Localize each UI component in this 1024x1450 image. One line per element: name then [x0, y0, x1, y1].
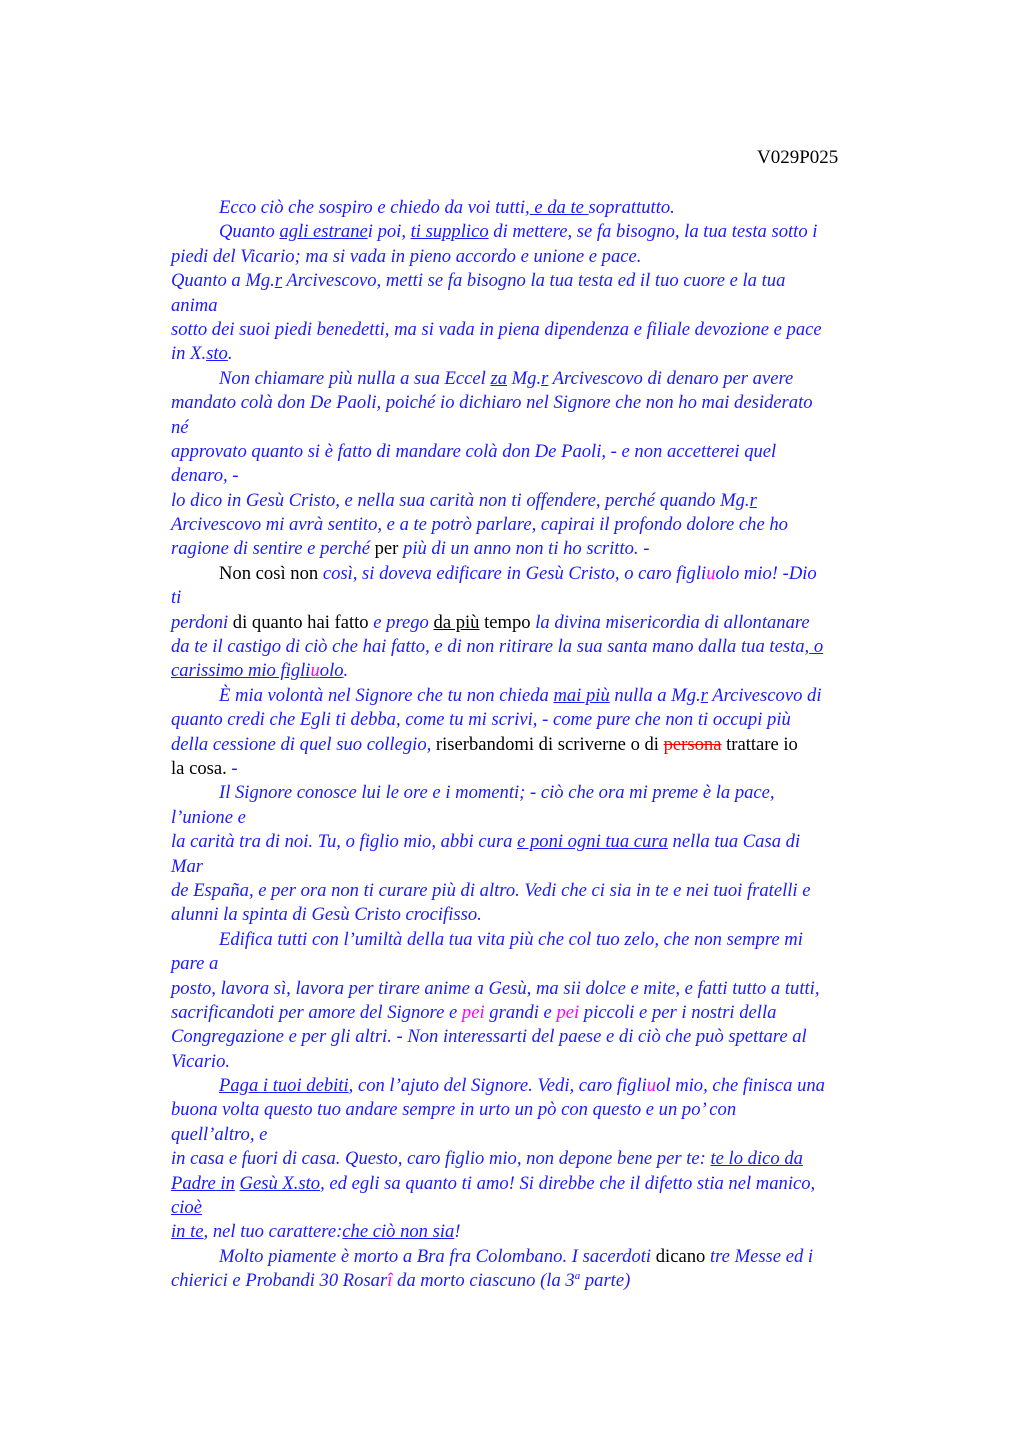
text-segment: tempo	[479, 611, 536, 633]
text-segment: !	[454, 1221, 461, 1243]
text-line	[171, 342, 906, 366]
letter-text	[171, 196, 906, 1294]
text-segment: Arcivescovo di	[707, 684, 822, 706]
text-segment: mai più	[553, 684, 610, 706]
text-line	[171, 855, 906, 879]
text-line	[171, 1220, 906, 1244]
text-line	[171, 1172, 906, 1196]
text-line	[171, 489, 906, 513]
text-segment: buona volta questo tuo andare sempre in urto un pò con questo e un po’ con	[171, 1099, 737, 1121]
text-segment: più di un anno non ti ho scritto. -	[398, 538, 650, 560]
text-segment: i poi,	[367, 221, 411, 243]
text-segment: l’unione e	[171, 806, 246, 828]
text-segment: sotto dei suoi piedi benedetti, ma si vada in piena dipendenza e filiale devozione e pace	[171, 318, 822, 340]
text-line	[171, 440, 906, 464]
text-segment: olo	[319, 660, 344, 682]
text-line	[171, 1001, 906, 1025]
text-segment: Mar	[171, 855, 204, 877]
text-line	[171, 416, 906, 440]
text-segment: Molto piamente è morto a Bra fra Colombano. I sacerdoti	[219, 1245, 656, 1267]
text-segment: ragione di sentire e perché	[171, 538, 375, 560]
text-segment: ti supplico	[410, 221, 489, 243]
text-line	[171, 318, 906, 342]
text-segment: la carità tra di noi. Tu, o figlio mio, abbi cura	[171, 831, 518, 853]
text-segment: lo dico in Gesù Cristo, e nella sua carità non ti offendere, perché quando Mg.	[171, 489, 750, 511]
text-line	[171, 659, 906, 683]
text-segment: Il Signore conosce lui le ore e i momenti; - ciò che ora mi preme è la pace,	[219, 782, 775, 804]
text-segment: nella tua Casa di	[667, 831, 801, 853]
text-line	[171, 879, 906, 903]
text-segment: la divina misericordia di allontanare	[535, 611, 810, 633]
text-segment: î	[387, 1270, 393, 1292]
text-segment: o	[809, 636, 824, 658]
text-segment: quell’altro, e	[171, 1123, 268, 1145]
text-segment: È mia volontà nel Signore che tu non chieda	[219, 684, 554, 706]
text-segment: approvato quanto si è fatto di mandare colà don De Paoli, - e non accetterei quel	[171, 440, 777, 462]
text-segment: alunni la spinta di Gesù Cristo crocifisso.	[171, 904, 482, 926]
text-segment: r	[541, 367, 549, 389]
text-line	[171, 757, 906, 781]
text-segment: Arcivescovo, metti se fa bisogno la tua testa ed il tuo cuore e la tua	[282, 270, 786, 292]
text-segment: pei	[556, 1001, 580, 1023]
text-segment: r	[749, 489, 757, 511]
text-segment: che ciò non sia	[342, 1221, 455, 1243]
text-segment: r	[700, 684, 708, 706]
text-segment: grandi e	[484, 1001, 557, 1023]
text-line	[171, 977, 906, 1001]
text-line	[171, 245, 906, 269]
text-segment: da te il castigo di ciò che hai fatto, e di non ritirare la sua santa mano dalla tua testa,	[171, 636, 810, 658]
text-segment: in casa e fuori di casa. Questo, caro figlio mio, non depone bene per te:	[171, 1148, 711, 1170]
text-segment: za	[490, 367, 508, 389]
text-segment: , ed egli sa quanto ti amo! Si direbbe che il difetto stia nel manico,	[320, 1172, 816, 1194]
text-segment: persona	[663, 733, 722, 755]
text-segment: r	[274, 270, 283, 292]
text-line	[171, 635, 906, 659]
text-segment: .	[343, 660, 349, 682]
text-segment: Arcivescovo di denaro per avere	[548, 367, 794, 389]
text-segment: olo mio! -Dio	[715, 562, 817, 584]
text-segment: Congregazione e per gli altri. - Non interessarti del paese e di ciò che può spettare al	[171, 1026, 807, 1048]
text-line	[171, 562, 906, 586]
text-line	[171, 830, 906, 854]
text-segment: né	[171, 416, 189, 438]
text-line	[171, 1074, 906, 1098]
text-segment: -	[231, 757, 238, 779]
text-segment: da più	[433, 611, 480, 633]
text-segment: della cessione di quel suo collegio,	[171, 733, 432, 755]
text-line	[171, 1245, 906, 1269]
text-line	[171, 684, 906, 708]
text-line	[171, 1098, 906, 1122]
text-line	[171, 1123, 906, 1147]
text-segment: nulla a Mg.	[609, 684, 701, 706]
text-line	[171, 928, 906, 952]
text-segment: Gesù X.sto	[239, 1172, 321, 1194]
text-line	[171, 196, 906, 220]
text-segment: carissimo mio figli	[171, 660, 311, 682]
text-segment: riserbandomi di scriverne o di	[431, 733, 664, 755]
text-segment: la cosa.	[171, 757, 232, 779]
text-segment: piedi del Vicario; ma si vada in pieno accordo e unione e pace.	[171, 245, 642, 267]
text-segment: ti	[171, 587, 182, 609]
text-segment: Quanto	[219, 221, 280, 243]
text-line	[171, 464, 906, 488]
text-segment: cioè	[171, 1197, 202, 1219]
text-line	[171, 294, 906, 318]
text-segment: Mg.	[507, 367, 542, 389]
text-line	[171, 367, 906, 391]
text-segment: in X.	[171, 343, 207, 365]
text-line	[171, 781, 906, 805]
text-line	[171, 1050, 906, 1074]
text-line	[171, 806, 906, 830]
text-line	[171, 733, 906, 757]
text-segment: Vicario.	[171, 1050, 231, 1072]
text-segment: parte)	[580, 1270, 631, 1292]
text-segment: agli estrane	[279, 221, 368, 243]
text-segment: a	[574, 1270, 581, 1282]
text-segment: Non chiamare più nulla a sua Eccel	[219, 367, 491, 389]
text-segment: sto	[206, 343, 228, 365]
text-line	[171, 586, 906, 610]
text-segment: così, si doveva edificare in Gesù Cristo, o caro figli	[322, 562, 707, 584]
text-segment: pare a	[171, 953, 219, 975]
text-segment: da morto ciascuno (la 3	[392, 1270, 575, 1292]
text-segment: chierici e Probandi 30 Rosar	[171, 1270, 388, 1292]
text-segment: u	[310, 660, 320, 682]
text-segment: e poni ogni tua cura	[517, 831, 668, 853]
text-line	[171, 1147, 906, 1171]
text-segment: , nel tuo carattere:	[203, 1221, 343, 1243]
text-line	[171, 1025, 906, 1049]
text-line	[171, 537, 906, 561]
text-segment: e da te	[529, 197, 589, 218]
text-segment: Quanto a Mg.	[171, 270, 275, 292]
text-line	[171, 708, 906, 732]
text-line	[171, 903, 906, 927]
text-segment: u	[646, 1075, 657, 1097]
text-segment: e prego	[373, 611, 434, 633]
text-line	[171, 220, 906, 244]
text-segment: perdoni	[171, 611, 229, 633]
text-line	[171, 1269, 906, 1293]
text-segment: u	[706, 562, 716, 584]
text-segment: di mettere, se fa bisogno, la tua testa sotto i	[488, 221, 818, 243]
text-segment: mandato colà don De Paoli, poiché io dichiaro nel Signore che non ho mai desiderato	[171, 392, 813, 414]
text-line	[171, 952, 906, 976]
text-segment: sacrificandoti per amore del Signore e	[171, 1001, 462, 1023]
text-segment: .	[227, 343, 233, 365]
text-line	[171, 1196, 906, 1220]
text-segment: denaro, -	[171, 465, 239, 487]
text-segment: Ecco ciò che sospiro e chiedo da voi tutti,	[219, 197, 530, 218]
text-line	[171, 513, 906, 537]
page-id: V029P025	[757, 147, 839, 168]
text-segment: per	[374, 538, 399, 560]
text-segment: Arcivescovo mi avrà sentito, e a te potrò parlare, capirai il profondo dolore che ho	[171, 514, 788, 536]
text-segment: trattare io	[721, 733, 798, 755]
text-line	[171, 611, 906, 635]
text-segment: in te	[171, 1221, 204, 1243]
text-segment: pei	[461, 1001, 485, 1023]
text-segment: te lo dico da	[710, 1148, 803, 1170]
text-segment: quanto credi che Egli ti debba, come tu mi scrivi, - come pure che non ti occupi più	[171, 709, 791, 731]
text-segment: anima	[171, 294, 218, 316]
text-line	[171, 391, 906, 415]
text-segment: Paga i tuoi debiti	[219, 1075, 349, 1097]
text-segment: soprattutto.	[588, 197, 675, 218]
text-segment: Non così non	[219, 562, 323, 584]
text-segment: tre Messe ed i	[705, 1245, 814, 1267]
text-segment: ol mio, che finisca una	[656, 1075, 825, 1097]
text-segment: di quanto hai fatto	[228, 611, 374, 633]
text-segment: posto, lavora sì, lavora per tirare anime a Gesù, ma sii dolce e mite, e fatti tutto a tutti,	[171, 977, 820, 999]
text-segment: dicano	[655, 1245, 706, 1267]
text-segment: de España, e per ora non ti curare più di altro. Vedi che ci sia in te e nei tuoi fratelli e	[171, 879, 811, 901]
text-line	[171, 269, 906, 293]
text-segment: piccoli e per i nostri della	[579, 1001, 777, 1023]
text-segment: , con l’ajuto del Signore. Vedi, caro figli	[348, 1075, 647, 1097]
text-segment: Padre in	[171, 1172, 235, 1194]
text-segment: Edifica tutti con l’umiltà della tua vita più che col tuo zelo, che non sempre mi	[219, 928, 803, 950]
